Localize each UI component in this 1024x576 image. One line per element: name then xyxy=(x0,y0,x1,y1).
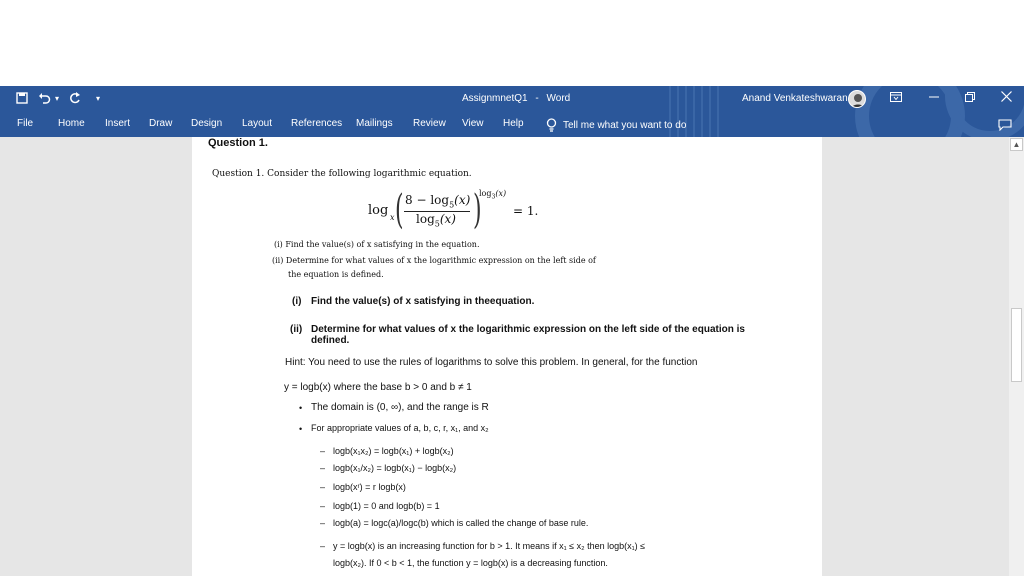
minimize-icon xyxy=(929,92,939,102)
app-name: Word xyxy=(546,93,571,104)
eq-exponent: $\log_3(x)$ xyxy=(479,189,507,201)
comment-icon xyxy=(998,119,1012,131)
problem-intro: Question 1. Consider the following logarithmic equation. xyxy=(212,169,472,179)
rule-dash: – xyxy=(320,482,326,492)
function-definition: y = logb(x) where the base b > 0 and b ≠ 1 xyxy=(284,382,472,393)
close-button[interactable] xyxy=(998,90,1014,106)
domain-bullet: The domain is (0, ∞), and the range is R xyxy=(311,402,489,413)
eq-log-base: x xyxy=(390,213,395,222)
part-ii-line1: Determine for what values of x the logarithmic expression on the left side of the equation is xyxy=(311,324,745,335)
rule-change-of-base: logb(a) = logc(a)/logc(b) which is called the change of base rule. xyxy=(333,518,589,528)
user-name[interactable]: Anand Venkateshwaran xyxy=(742,93,848,104)
window-title xyxy=(462,93,570,104)
rule-monotonic-line1: y = logb(x) is an increasing function for b > 1. It means if x₁ ≤ x₂ then logb(x₁) ≤ xyxy=(333,541,646,551)
title-separator: - xyxy=(535,93,539,104)
rule-dash: – xyxy=(320,446,326,456)
part-ii-line2: defined. xyxy=(311,335,350,346)
rule-quotient: logb(x₁/x₂) = logb(x₁) − logb(x₂) xyxy=(333,463,457,473)
part-i-label: (i) xyxy=(292,296,302,307)
tab-mailings[interactable]: Mailings xyxy=(356,118,393,129)
small-part-ii-line1: (ii) Determine for what values of x the logarithmic expression on the left side of xyxy=(272,256,596,265)
values-bullet: For appropriate values of a, b, c, r, x₁, and x₂ xyxy=(311,423,489,433)
tab-help[interactable]: Help xyxy=(503,118,524,129)
save-icon xyxy=(16,92,28,104)
eq-rhs: = 1. xyxy=(513,204,539,218)
ribbon-display-options-button[interactable] xyxy=(888,90,904,106)
tab-review[interactable]: Review xyxy=(413,118,446,129)
customize-toolbar-button[interactable] xyxy=(96,92,100,106)
part-i-text: Find the value(s) of x satisfying in theequation. xyxy=(311,296,535,307)
eq-log: log xyxy=(368,203,389,218)
rule-identity: logb(1) = 0 and logb(b) = 1 xyxy=(333,501,440,511)
question-heading: Question 1. xyxy=(208,137,268,149)
tab-design[interactable]: Design xyxy=(191,118,223,129)
rule-product: logb(x₁x₂) = logb(x₁) + logb(x₂) xyxy=(333,446,454,456)
tab-references[interactable]: References xyxy=(291,118,343,129)
minimize-button[interactable] xyxy=(926,90,942,106)
undo-dropdown[interactable]: ▾ xyxy=(55,94,60,103)
document-name: AssignmnetQ1 xyxy=(462,93,528,104)
save-button[interactable] xyxy=(16,92,28,107)
redo-button[interactable] xyxy=(69,92,81,107)
tab-insert[interactable]: Insert xyxy=(105,118,131,129)
part-ii-label: (ii) xyxy=(290,324,303,335)
eq-numerator: $8 - \log_5(x)$ xyxy=(405,193,471,210)
comments-button[interactable] xyxy=(998,118,1012,130)
bullet-marker: • xyxy=(299,403,303,413)
tell-me-label: Tell me what you want to do xyxy=(563,119,687,131)
bullet-marker: • xyxy=(299,424,303,434)
rule-dash: – xyxy=(320,501,326,511)
small-part-ii-line2: the equation is defined. xyxy=(288,270,384,279)
restore-icon xyxy=(965,92,975,102)
rule-dash: – xyxy=(320,541,326,551)
lightbulb-icon xyxy=(546,118,557,132)
redo-icon xyxy=(69,92,81,104)
tab-view[interactable]: View xyxy=(462,118,484,129)
tell-me-search[interactable] xyxy=(546,116,686,134)
scrollbar-thumb[interactable] xyxy=(1011,308,1022,382)
chevron-down-icon: ▾ xyxy=(96,94,101,103)
avatar[interactable] xyxy=(848,90,866,108)
rule-power: logb(xʳ) = r logb(x) xyxy=(333,482,406,492)
scroll-up-button[interactable] xyxy=(1010,138,1023,151)
eq-denominator: $\log_5(x)$ xyxy=(416,212,456,229)
hint-text: Hint: You need to use the rules of logarithms to solve this problem. In general, for the function xyxy=(285,357,698,368)
close-icon xyxy=(1001,91,1012,102)
tab-draw[interactable]: Draw xyxy=(149,118,173,129)
rule-monotonic-line2: logb(x₂). If 0 < b < 1, the function y = logb(x) is a decreasing function. xyxy=(333,558,608,568)
ribbon-display-icon xyxy=(890,92,902,102)
rule-dash: – xyxy=(320,463,326,473)
tab-file[interactable]: File xyxy=(17,118,34,129)
eq-left-paren: ( xyxy=(395,187,404,233)
undo-button[interactable] xyxy=(38,92,51,107)
restore-button[interactable] xyxy=(962,90,978,106)
undo-icon xyxy=(38,92,51,104)
small-part-i: (i) Find the value(s) of x satisfying in the equation. xyxy=(274,240,480,249)
rule-dash: – xyxy=(320,518,326,528)
chevron-up-icon: ▲ xyxy=(1012,140,1021,149)
tab-home[interactable]: Home xyxy=(58,118,85,129)
eq-right-paren: ) xyxy=(473,187,482,233)
tab-layout[interactable]: Layout xyxy=(242,118,273,129)
